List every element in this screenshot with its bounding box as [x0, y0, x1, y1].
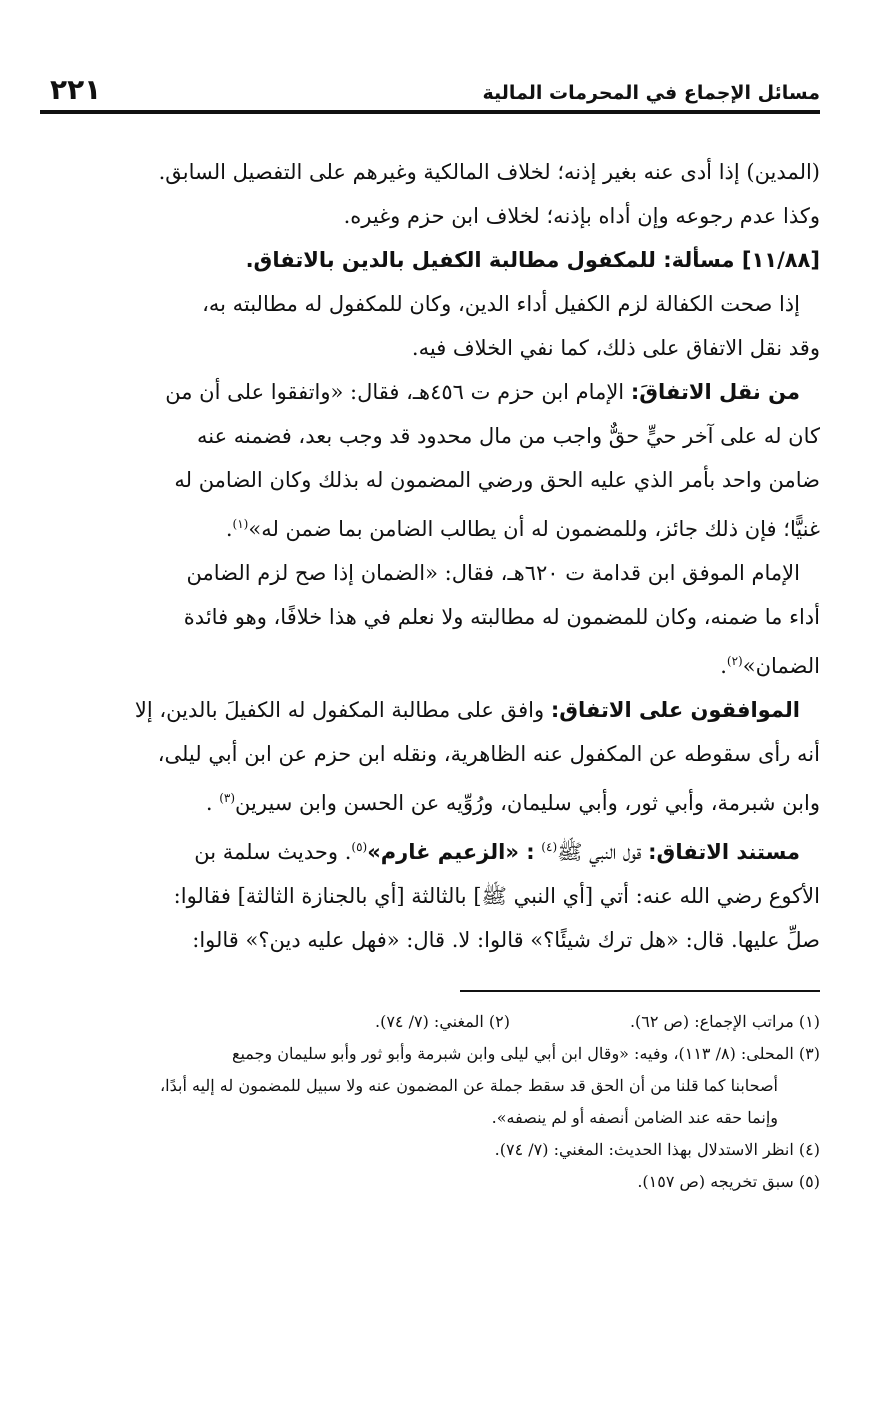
- footnote-row: [40, 1006, 820, 1038]
- footnote-ref[interactable]: (٢): [726, 654, 743, 668]
- text-line: كان له على آخر حيٍّ حقٌّ واجب من مال محدود قد وجب بعد، فضمنه عنه: [196, 424, 820, 448]
- footnote-2: (٢) المغني: (٧/ ٧٤).: [375, 1012, 510, 1031]
- text-line: صلِّ عليها. قال: «هل ترك شيئًا؟» قالوا: لا. قال: «فهل عليه دين؟» قالوا:: [192, 928, 820, 952]
- period: .: [205, 791, 220, 815]
- text-span: إذا صحت الكفالة لزم الكفيل أداء الدين، وكان للمكفول له مطالبته به،: [202, 292, 800, 316]
- text-line: [40, 502, 820, 551]
- text-line: الأكوع رضي الله عنه: أتي [أي النبي ﷺ] بالثالثة [أي بالجنازة الثالثة] فقالوا:: [173, 884, 820, 908]
- text-span: الإمام الموفق ابن قدامة ت ٦٢٠هـ، فقال: «الضمان إذا صح لزم الضامن: [186, 561, 800, 585]
- text-line: ضامن واحد بأمر الذي عليه الحق ورضي المضمون له بذلك وكان الضامن له: [174, 468, 820, 492]
- section-lead: من نقل الاتفاقَ:: [630, 380, 800, 404]
- text-span: قول النبي ﷺ: [557, 840, 642, 864]
- footnote-1: (١) مراتب الإجماع: (ص ٦٢).: [629, 1012, 820, 1031]
- text-span: الضمان»: [742, 654, 820, 678]
- text-line: [40, 825, 820, 874]
- text-span: الإمام ابن حزم ت ٤٥٦هـ، فقال: «واتفقوا على أن من: [165, 380, 625, 404]
- page-number: ٢٢١: [50, 73, 102, 106]
- footnote-3: (٣) المحلى: (٨/ ١١٣)، وفيه: «وقال ابن أبي ليلى وابن شبرمة وأبو ثور وأبو سليمان وجميع: [231, 1044, 820, 1063]
- text-span: . وحديث سلمة بن: [194, 840, 352, 864]
- hadith-quote: : «الزعيم غارم»: [367, 840, 535, 864]
- issue-heading: [١١/٨٨] مسألة: للمكفول مطالبة الكفيل بالدين بالاتفاق.: [245, 248, 820, 272]
- text-line: [40, 776, 820, 825]
- text-span: وابن شبرمة، وأبي ثور، وأبي سليمان، ورُوِّيه عن الحسن وابن سيرين: [235, 791, 820, 815]
- period: .: [720, 654, 727, 678]
- footnote-3-cont: وإنما حقه عند الضامن أنصفه أو لم ينصفه».: [491, 1108, 778, 1127]
- footnote-ref[interactable]: (١): [232, 517, 249, 531]
- text-line: [40, 551, 820, 595]
- main-text: [40, 150, 820, 962]
- section-lead: مستند الاتفاق:: [648, 840, 800, 864]
- text-line: [40, 688, 820, 732]
- text-line: [40, 282, 820, 326]
- text-line: [40, 639, 820, 688]
- section-lead: الموافقون على الاتفاق:: [550, 698, 800, 722]
- text-line: وكذا عدم رجوعه وإن أداه بإذنه؛ لخلاف ابن حزم وغيره.: [343, 204, 820, 228]
- text-line: أداء ما ضمنه، وكان للمضمون له مطالبته ولا نعلم في هذا خلافًا، وهو فائدة: [183, 605, 820, 629]
- footnote-3-cont: أصحابنا كما قلنا من أن الحق قد سقط جملة عن المضمون عنه ولا سبيل للمضمون له إليه أبدًا،: [160, 1076, 778, 1095]
- text-span: غنيًّا؛ فإن ذلك جائز، وللمضمون له أن يطالب الضامن بما ضمن له»: [248, 517, 820, 541]
- text-line: (المدين) إذا أدى عنه بغير إذنه؛ لخلاف المالكية وغيرهم على التفصيل السابق.: [158, 160, 820, 184]
- footnotes: [40, 1006, 820, 1198]
- text-line: وقد نقل الاتفاق على ذلك، كما نفي الخلاف فيه.: [411, 336, 820, 360]
- footnote-ref[interactable]: (٤): [541, 840, 558, 854]
- header-rule: [40, 110, 820, 114]
- running-title: مسائل الإجماع في المحرمات المالية: [482, 82, 820, 104]
- footnote-ref[interactable]: (٣): [219, 791, 236, 805]
- text-line: [40, 370, 820, 414]
- footnote-ref[interactable]: (٥): [351, 840, 368, 854]
- period: .: [225, 517, 233, 541]
- book-page: [40, 62, 820, 1198]
- footnote-rule: [460, 990, 820, 992]
- footnote-4: (٤) انظر الاستدلال بهذا الحديث: المغني: (٧/ ٧٤).: [494, 1140, 820, 1159]
- footnote-5: (٥) سبق تخريجه (ص ١٥٧).: [637, 1172, 820, 1191]
- page-header: [40, 62, 820, 110]
- text-span: وافق على مطالبة المكفول له الكفيلَ بالدين، إلا: [134, 698, 545, 722]
- text-line: أنه رأى سقوطه عن المكفول عنه الظاهرية، ونقله ابن حزم عن ابن أبي ليلى،: [157, 742, 820, 766]
